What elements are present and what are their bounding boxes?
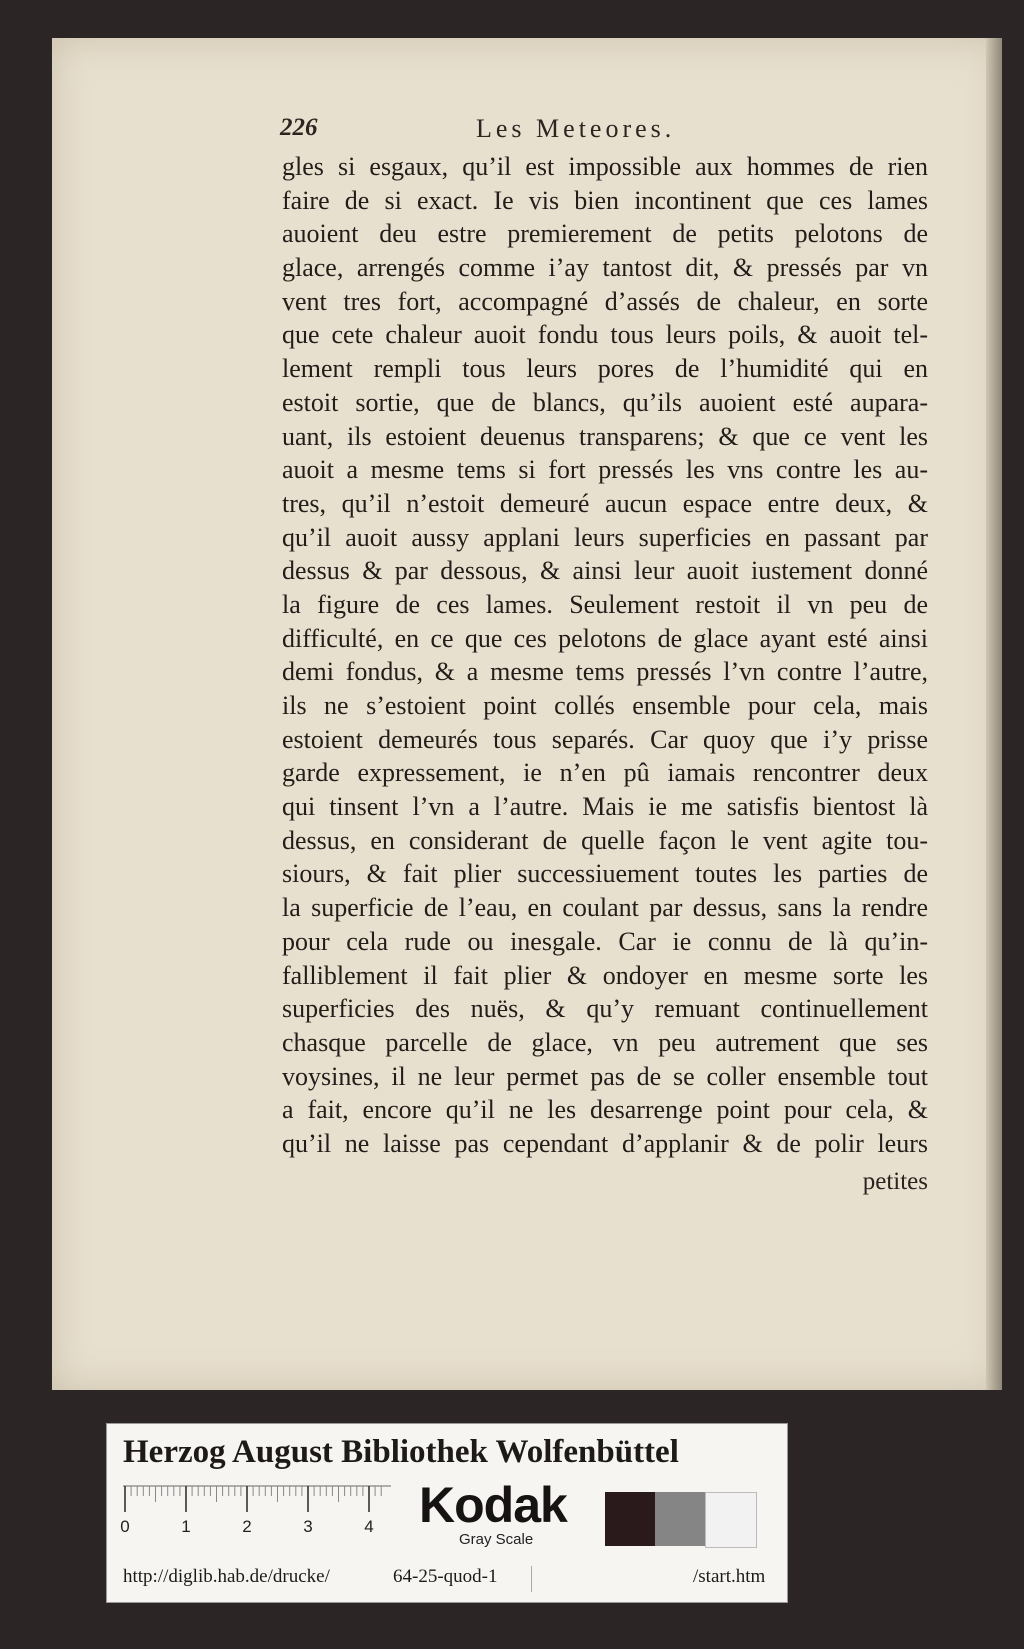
text-line: glace, arrengés comme i’ay tantost dit, & pressés par vn xyxy=(282,253,928,283)
text-line: qu’il ne laisse pas cependant d’applanir & de polir leurs xyxy=(282,1128,928,1158)
gray-swatch xyxy=(655,1492,705,1546)
url-row xyxy=(123,1566,773,1594)
page-header xyxy=(280,112,928,148)
text-line: falliblement il fait plier & ondoyer en mesme sorte les xyxy=(282,960,928,990)
url-id: 64-25-quod-1 xyxy=(393,1566,498,1587)
text-line: uant, ils estoient deuenus transparens; & que ce vent les xyxy=(282,421,928,451)
text-line: garde expressement, ie n’en pû iamais rencontrer deux xyxy=(282,758,928,788)
text-line: dessus & par dessous, & ainsi leur auoit iustement donné xyxy=(282,556,928,586)
library-name: Herzog August Bibliothek Wolfenbüttel xyxy=(123,1434,679,1470)
body-text xyxy=(282,150,928,1161)
url-base: http://diglib.hab.de/drucke/ xyxy=(123,1566,330,1587)
running-title: Les Meteores. xyxy=(476,114,676,143)
text-line: la superficie de l’eau, en coulant par dessus, sans la rendre xyxy=(282,893,928,923)
url-divider xyxy=(531,1566,532,1592)
text-line: voysines, il ne leur permet pas de se coller ensemble tout xyxy=(282,1061,928,1091)
text-line: demi fondus, & a mesme tems pressés l’vn contre l’autre, xyxy=(282,657,928,687)
text-line: faire de si exact. Ie vis bien incontinent que ces lames xyxy=(282,185,928,215)
ruler xyxy=(120,1486,393,1538)
text-line: qui tinsent l’vn a l’autre. Mais ie me satisfis bientost là xyxy=(282,792,928,822)
text-line: auoient deu estre premierement de petits pelotons de xyxy=(282,219,928,249)
url-end: /start.htm xyxy=(693,1566,766,1587)
gray-scale-label: Gray Scale xyxy=(459,1531,534,1548)
text-line: pour cela rude ou inesgale. Car ie connu de là qu’in- xyxy=(282,926,928,956)
text-line: tres, qu’il n’estoit demeuré aucun espace entre deux, & xyxy=(282,488,928,518)
text-line: gles si esgaux, qu’il est impossible aux hommes de rien xyxy=(282,152,928,181)
text-line: que cete chaleur auoit fondu tous leurs poils, & auoit tel- xyxy=(282,320,928,350)
text-line: qu’il auoit aussy applani leurs superficies en passant par xyxy=(282,522,928,552)
library-card xyxy=(106,1423,788,1603)
page-edge xyxy=(986,38,1002,1390)
text-line: lement rempli tous leurs pores de l’humidité qui en xyxy=(282,354,928,384)
gray-swatch xyxy=(605,1492,655,1546)
gray-scale-swatches xyxy=(605,1492,757,1546)
catchword: petites xyxy=(862,1168,928,1195)
page-number: 226 xyxy=(280,114,318,141)
ruler-number: 4 xyxy=(364,1517,374,1536)
kodak-logo: Kodak xyxy=(419,1477,567,1533)
text-line: la figure de ces lames. Seulement restoit il vn peu de xyxy=(282,589,928,619)
ruler-number: 1 xyxy=(181,1517,191,1536)
text-line: siours, & fait plier successiuement toutes les parties de xyxy=(282,859,928,889)
text-line: estoit sortie, que de blancs, qu’ils auoient esté aupara- xyxy=(282,387,928,417)
text-line: superficies des nuës, & qu’y remuant continuellement xyxy=(282,994,928,1024)
ruler-number: 0 xyxy=(120,1517,130,1536)
text-line: auoit a mesme tems si fort pressés les vns contre les au- xyxy=(282,455,928,485)
ruler-number: 2 xyxy=(242,1517,252,1536)
text-line: vent tres fort, accompagné d’assés de chaleur, en sorte xyxy=(282,286,928,316)
text-line: chasque parcelle de glace, vn peu autrement que ses xyxy=(282,1027,928,1057)
text-line: estoient demeurés tous separés. Car quoy que i’y prisse xyxy=(282,724,928,754)
text-line: ils ne s’estoient point collés ensemble pour cela, mais xyxy=(282,691,928,720)
ruler-number: 3 xyxy=(303,1517,313,1536)
text-line: a fait, encore qu’il ne les desarrenge point pour cela, & xyxy=(282,1095,928,1125)
text-line: difficulté, en ce que ces pelotons de glace ayant esté ainsi xyxy=(282,623,928,653)
text-line: dessus, en considerant de quelle façon le vent agite tou- xyxy=(282,825,928,855)
gray-swatch xyxy=(705,1492,757,1548)
